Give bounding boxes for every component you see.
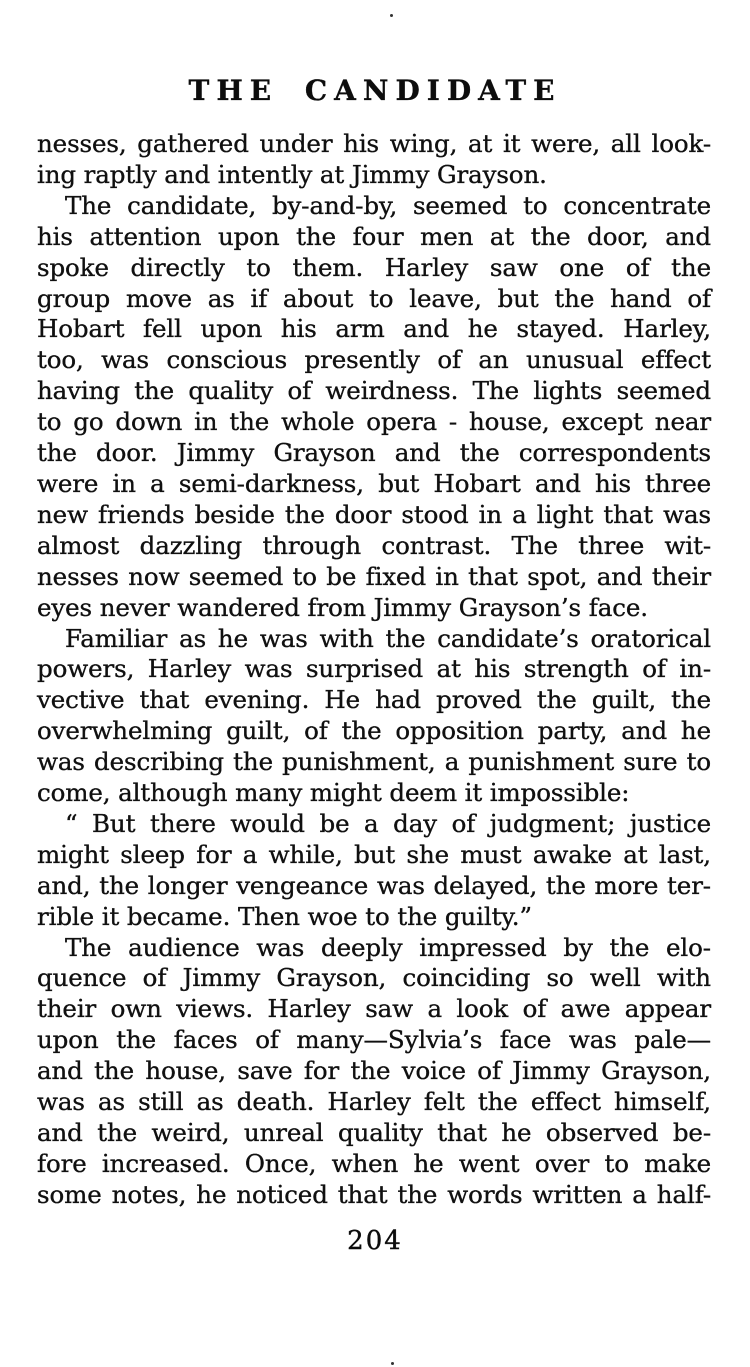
text-line: was as still as death. Harley felt the effect himself, — [37, 1087, 711, 1117]
text-line: almost dazzling through contrast. The three wit- — [37, 530, 711, 560]
text-line: come, although many might deem it impossible: — [37, 778, 630, 808]
text-line: “ But there would be a day of judgment; justice — [65, 808, 711, 838]
text-line: the door. Jimmy Grayson and the correspondents — [37, 438, 711, 468]
text-line: was describing the punishment, a punishment sure to — [37, 747, 711, 777]
text-line: rible it became. Then woe to the guilty.” — [37, 901, 532, 931]
text-line: their own views. Harley saw a look of awe appear — [37, 994, 711, 1024]
text-line: might sleep for a while, but she must awake at last, — [37, 839, 711, 869]
text-line: and the weird, unreal quality that he observed be- — [37, 1118, 711, 1147]
text-line: his attention upon the four men at the door, and — [37, 221, 711, 251]
text-line: nesses, gathered under his wing, at it were, all look- — [37, 129, 711, 158]
text-line: spoke directly to them. Harley saw one of the — [37, 252, 711, 282]
text-line: fore increased. Once, when he went over to make — [37, 1148, 711, 1178]
text-line: were in a semi-darkness, but Hobart and his three — [37, 468, 711, 498]
running-head: THE CANDIDATE — [188, 74, 562, 107]
text-line: Familiar as he was with the candidate’s oratorical — [65, 623, 711, 653]
text-line: too, was conscious presently of an unusual effect — [37, 345, 711, 375]
text-line: to go down in the whole opera - house, except near — [37, 407, 711, 437]
text-line: The audience was deeply impressed by the elo- — [65, 932, 711, 962]
text-line: and, the longer vengeance was delayed, the more ter- — [37, 870, 711, 900]
scan-speck — [391, 1362, 394, 1365]
text-line: eyes never wandered from Jimmy Grayson’s face. — [37, 592, 648, 622]
text-line: vective that evening. He had proved the guilt, the — [37, 685, 711, 715]
text-line: and the house, save for the voice of Jimmy Grayson, — [37, 1056, 711, 1086]
text-line: group move as if about to leave, but the hand of — [37, 283, 711, 313]
text-line: new friends beside the door stood in a light that was — [37, 499, 711, 529]
text-line: having the quality of weirdness. The lights seemed — [37, 376, 711, 406]
page-number: 204 — [347, 1226, 403, 1256]
text-line: nesses now seemed to be fixed in that spot, and their — [37, 561, 711, 591]
text-line: overwhelming guilt, of the opposition party, and he — [37, 716, 711, 746]
text-line: The candidate, by-and-by, seemed to concentrate — [65, 190, 711, 220]
text-line: quence of Jimmy Grayson, coinciding so well with — [37, 963, 711, 993]
text-line: powers, Harley was surprised at his strength of in- — [37, 654, 711, 684]
scan-speck — [390, 14, 393, 17]
text-line: upon the faces of many—Sylvia’s face was pale— — [37, 1025, 711, 1055]
text-line: some notes, he noticed that the words written a half- — [37, 1179, 711, 1209]
text-line: Hobart fell upon his arm and he stayed. Harley, — [37, 314, 711, 344]
page-text — [37, 129, 711, 1211]
text-line: ing raptly and intently at Jimmy Grayson. — [37, 159, 547, 189]
